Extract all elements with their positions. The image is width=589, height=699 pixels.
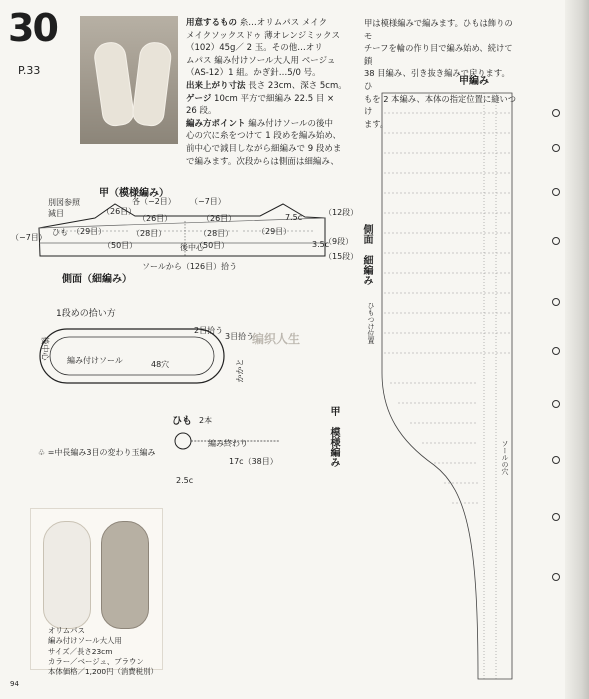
- label-dim-35: 3.5c: [312, 240, 330, 249]
- sole-step2: 2目拾う: [194, 326, 224, 335]
- pattern-number: 30: [8, 6, 57, 50]
- label-rows-15: （15段）: [324, 252, 359, 261]
- product-photo: [80, 16, 178, 144]
- edge-mark: [552, 513, 560, 521]
- sole-front: かかと: [235, 358, 245, 383]
- edge-mark: [552, 573, 560, 581]
- spec-line-6: ゲージ 10cm 平方で細編み 22.5 目 ×: [186, 93, 335, 104]
- main-top-label: 甲編み: [459, 76, 489, 87]
- watermark: 编织人生: [252, 332, 301, 346]
- label-minus7-left: （−7目）: [11, 233, 47, 242]
- edge-mark: [552, 298, 560, 306]
- sole-holes: 48穴: [151, 360, 170, 369]
- label-sole-pickup: ソールから（126目）拾う: [142, 262, 238, 271]
- edge-mark: [552, 144, 560, 152]
- spec-line-4: （AS-12）1 組。かぎ針…5/0 号。: [186, 68, 321, 79]
- edge-mark: [552, 188, 560, 196]
- slipper-left-photo: [92, 40, 135, 128]
- spec-line-1: メイクソックスドゥ 薄オレンジミックス: [186, 30, 340, 41]
- footer-page-number: 94: [10, 680, 19, 688]
- string-motif-size: 2.5c: [176, 476, 194, 485]
- spec-line-2: （102）45g／ 2 玉。その他…オリ: [186, 43, 323, 54]
- main-side-label: 側面 細編み: [361, 224, 372, 285]
- label-rows-12: （12段）: [324, 208, 359, 217]
- label-rows-9: （9段）: [324, 237, 354, 246]
- spec-line-9: 心の穴に糸をつけて 1 段めを編み始め、: [186, 131, 341, 142]
- main-joint-label: ひもつけ位置: [367, 302, 375, 344]
- edge-mark: [552, 109, 560, 117]
- product-caption: [48, 626, 158, 677]
- main-lower-label: 甲 模様編み: [328, 406, 339, 467]
- label-dim-75: 7.5c: [285, 213, 303, 222]
- caption-line-0: オリムパス: [48, 626, 85, 635]
- edge-mark: [552, 347, 560, 355]
- sole-outer-photo: [101, 521, 149, 629]
- sole-back: 後中心: [40, 336, 50, 361]
- stitch-chart: [352, 73, 522, 691]
- note-line-3: もを 2 本編み、本体の指定位置に縫いつけ: [364, 93, 517, 117]
- string-title: ひも: [172, 416, 192, 427]
- edge-mark: [552, 400, 560, 408]
- label-29-right: （29目）: [257, 227, 292, 236]
- label-left-ref: 別図参照: [48, 198, 80, 207]
- label-minus2: 各（−2目）: [132, 197, 176, 206]
- label-back: 後中心: [180, 243, 204, 252]
- label-29-left: （29目）: [72, 227, 107, 236]
- sole-diagram-title: 1段めの拾い方: [56, 309, 116, 319]
- label-minus7-mid: （−7目）: [190, 197, 226, 206]
- slipper-right-photo: [131, 40, 173, 127]
- label-28-right: （28目）: [199, 229, 234, 238]
- string-end: 編み終わり: [208, 439, 248, 448]
- spec-line-0: 用意するもの 糸…オリムパス メイク: [186, 18, 328, 28]
- edge-mark: [552, 456, 560, 464]
- note-line-4: ます。: [364, 118, 389, 129]
- page-reference: P.33: [18, 64, 41, 77]
- label-26-mid: （26目）: [138, 214, 173, 223]
- symbol-icon: ♧: [38, 448, 46, 457]
- sole-step3: 3目拾う: [225, 332, 255, 341]
- note-line-1: チーフを輪の作り目で編み始め、続けて鎖: [364, 43, 513, 66]
- note-line-2: 38 目編み、引き抜き編みで戻ります。ひ: [364, 68, 510, 91]
- label-26-left: （26目）: [102, 207, 137, 216]
- spec-line-10: 前中心で減目しながら細編みで 9 段めま: [186, 143, 342, 154]
- main-bottom-label: ソールの穴: [501, 440, 509, 475]
- label-reduce: 減目: [48, 209, 64, 218]
- sole-inner-photo: [43, 521, 91, 629]
- page-binding: [565, 0, 589, 699]
- label-50-right: （50目）: [195, 241, 230, 250]
- string-count: 2本: [199, 416, 213, 425]
- note-line-0: 甲は模様編みで編みます。ひもは飾りのモ: [364, 18, 513, 41]
- caption-line-1: 編み付けソール大人用: [48, 636, 122, 646]
- spec-line-11: で編みます。次段からは側面は細編み、: [186, 156, 339, 167]
- top-diagram-title: 甲（模様編み）: [99, 188, 169, 199]
- string-length: 17c（38目）: [229, 457, 278, 466]
- symbol-note-text: =中長編み3目の変わり玉編み: [47, 448, 156, 457]
- label-50-left: （50目）: [103, 241, 138, 250]
- edge-mark: [552, 237, 560, 245]
- sole-label: 編み付けソール: [67, 356, 123, 365]
- label-28-left: （28目）: [132, 229, 167, 238]
- materials-section: [186, 17, 354, 168]
- caption-line-4: 本体価格／1,200円（消費税別）: [48, 667, 158, 677]
- label-26-right: （26目）: [202, 214, 237, 223]
- spec-line-7: 26 段。: [186, 106, 217, 117]
- spec-line-5: 出来上がり寸法 長さ 23cm、深さ 5cm。: [186, 80, 347, 91]
- symbol-note: [38, 447, 156, 458]
- caption-line-2: サイズ／長さ23cm: [48, 646, 113, 656]
- side-label: 側面（細編み）: [62, 274, 132, 285]
- spec-line-3: ムパス 編み付けソール大人用 ベージュ: [186, 55, 336, 66]
- caption-line-3: カラー／ベージュ、ブラウン: [48, 656, 144, 666]
- label-tie: ひも: [52, 228, 68, 237]
- spec-line-8: 編み方ポイント 編み付けソールの後中: [186, 118, 334, 129]
